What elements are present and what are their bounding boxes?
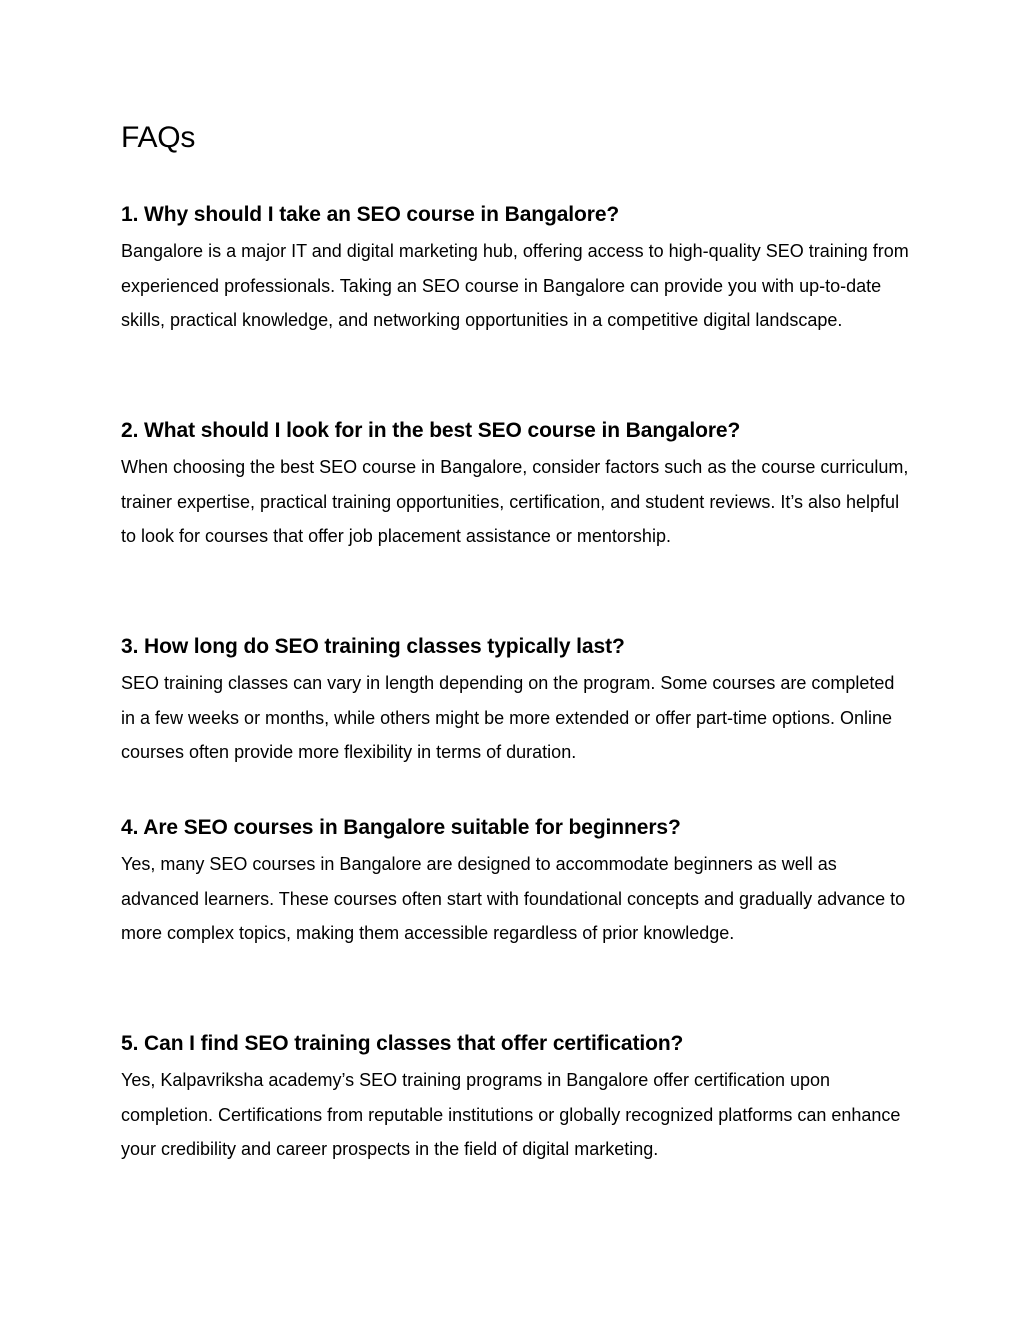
faq-item [121, 814, 911, 951]
faq-answer: When choosing the best SEO course in Bangalore, consider factors such as the course curriculum, trainer expertise, practical training opportunities, certification, and student reviews. It’s also helpful to look for courses that offer job placement assistance or mentorship. [121, 457, 909, 547]
faq-question: 1. Why should I take an SEO course in Bangalore? [121, 203, 620, 226]
faq-question: 5. Can I find SEO training classes that offer certification? [121, 1032, 684, 1055]
faq-answer: Bangalore is a major IT and digital marketing hub, offering access to high-quality SEO training from experienced professionals. Taking an SEO course in Bangalore can provide you with up-to-date skills, practical knowledge, and networking opportunities in a competitive digital landscape. [121, 241, 909, 331]
faq-answer: Yes, Kalpavriksha academy’s SEO training programs in Bangalore offer certification upon completion. Certifications from reputable institutions or globally recognized platforms can enhance your credibility and career prospects in the field of digital marketing. [121, 1070, 901, 1160]
page-title: FAQs [121, 121, 196, 154]
faq-item [121, 201, 911, 338]
faq-item [121, 1030, 911, 1167]
faq-answer: Yes, many SEO courses in Bangalore are designed to accommodate beginners as well as advanced learners. These courses often start with foundational concepts and gradually advance to more complex topics, making them accessible regardless of prior knowledge. [121, 854, 906, 944]
faq-answer: SEO training classes can vary in length depending on the program. Some courses are completed in a few weeks or months, while others might be more extended or offer part-time options. Online courses often provide more flexibility in terms of duration. [121, 673, 895, 763]
faq-question: 2. What should I look for in the best SEO course in Bangalore? [121, 419, 741, 442]
faq-question: 3. How long do SEO training classes typically last? [121, 635, 625, 658]
faq-item [121, 417, 911, 554]
faq-question: 4. Are SEO courses in Bangalore suitable for beginners? [121, 816, 681, 839]
faq-item [121, 633, 911, 770]
